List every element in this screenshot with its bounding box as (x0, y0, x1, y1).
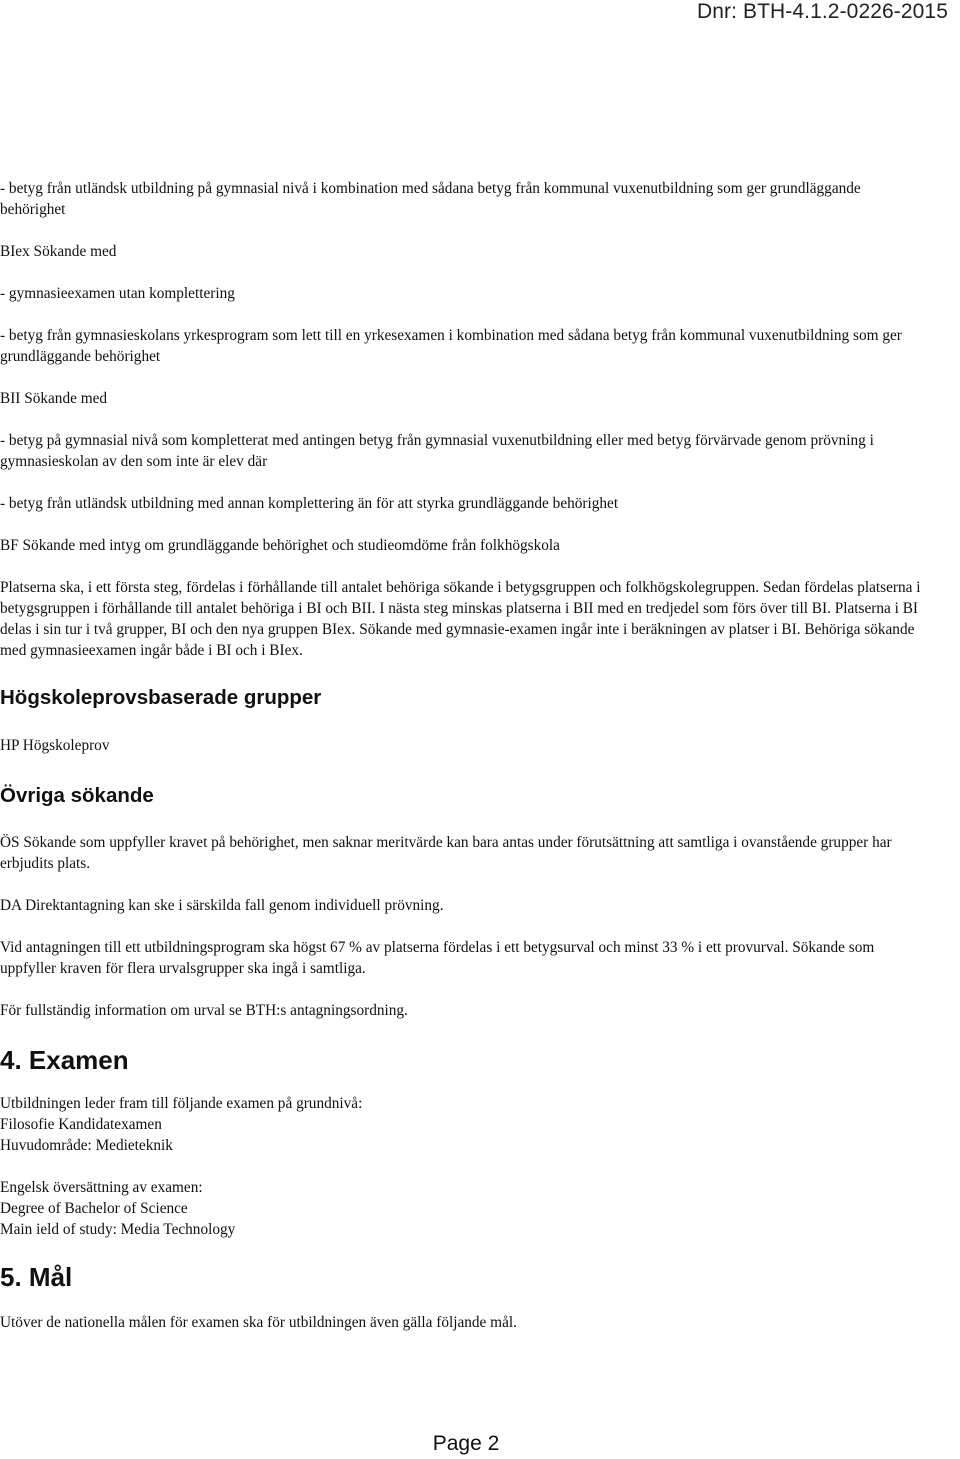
paragraph-gymnasieexamen: - gymnasieexamen utan komplettering (0, 285, 235, 302)
group-hp: HP Högskoleprov (0, 737, 110, 754)
group-os: ÖS Sökande som uppfyller kravet på behörighet, men saknar meritvärde kan bara antas under förutsättning att samtliga i ovanstående grupper har erbjudits plats. (0, 834, 892, 872)
paragraph-kompletterat: - betyg på gymnasial nivå som kompletterat med antingen betyg från gymnasial vuxenutbildning eller med betyg förvärvade genom prövning i gymnasieskolan av den som inte är elev där (0, 432, 874, 470)
group-biex-heading: BIex Sökande med (0, 243, 117, 260)
section-heading-examen: 4. Examen (0, 1045, 129, 1075)
group-bf-heading: BF Sökande med intyg om grundläggande behörighet och studieomdöme från folkhögskola (0, 537, 560, 554)
section-heading-ovriga: Övriga sökande (0, 784, 154, 807)
group-da: DA Direktantagning kan ske i särskilda fall genom individuell prövning. (0, 897, 444, 914)
paragraph-urvalsfordelning: Vid antagningen till ett utbildningsprogram ska högst 67 % av platserna fördelas i ett betygsurval och minst 33 % i ett provurval. Sökande som uppfyller kraven för flera urvalsgrupper ska ingå i samtliga. (0, 939, 875, 977)
document-reference-number: Dnr: BTH-4.1.2-0226-2015 (696, 0, 948, 23)
examen-main-field: Huvudområde: Medieteknik (0, 1137, 173, 1154)
examen-translation-label: Engelsk översättning av examen: (0, 1179, 203, 1196)
examen-name: Filosofie Kandidatexamen (0, 1116, 162, 1133)
paragraph-foreign-education: - betyg från utländsk utbildning på gymnasial nivå i kombination med sådana betyg från kommunal vuxenutbildning som ger grundläggande behörighet (0, 180, 861, 218)
examen-intro: Utbildningen leder fram till följande examen på grundnivå: (0, 1095, 363, 1112)
paragraph-platsfordelning: Platserna ska, i ett första steg, fördelas i förhållande till antalet behöriga sökande i betygsgruppen och folkhögskolegruppen. Sedan fördelas platserna i betygsgruppen i förhållande till antalet behöriga i BI och BII. I nästa steg minskas platserna i BII med en tredjedel som förs över till BI. Platserna i BI delas i sin tur i två grupper, BI och den nya gruppen BIex. Sökande med gymnasie-examen ingår inte i beräkningen av platser i BI. Behöriga sökande med gymnasieexamen ingår både i BI och i BIex. (0, 579, 921, 659)
section-heading-hp: Högskoleprovsbaserade grupper (0, 686, 322, 709)
examen-name-english: Degree of Bachelor of Science (0, 1200, 188, 1217)
paragraph-antagningsordning: För fullständig information om urval se BTH:s antagningsordning. (0, 1002, 408, 1019)
examen-main-field-english: Main ield of study: Media Technology (0, 1221, 236, 1238)
page-content (0, 178, 925, 1354)
page-number: Page 2 (432, 1432, 500, 1455)
paragraph-annan-komplettering: - betyg från utländsk utbildning med annan komplettering än för att styrka grundläggande behörighet (0, 495, 619, 512)
group-bii-heading: BII Sökande med (0, 390, 108, 407)
section-heading-mal: 5. Mål (0, 1262, 73, 1292)
paragraph-yrkesprogram: - betyg från gymnasieskolans yrkesprogram som lett till en yrkesexamen i kombination med sådana betyg från kommunal vuxenutbildning som ger grundläggande behörighet (0, 327, 902, 365)
paragraph-mal: Utöver de nationella målen för examen ska för utbildningen även gälla följande mål. (0, 1314, 517, 1331)
